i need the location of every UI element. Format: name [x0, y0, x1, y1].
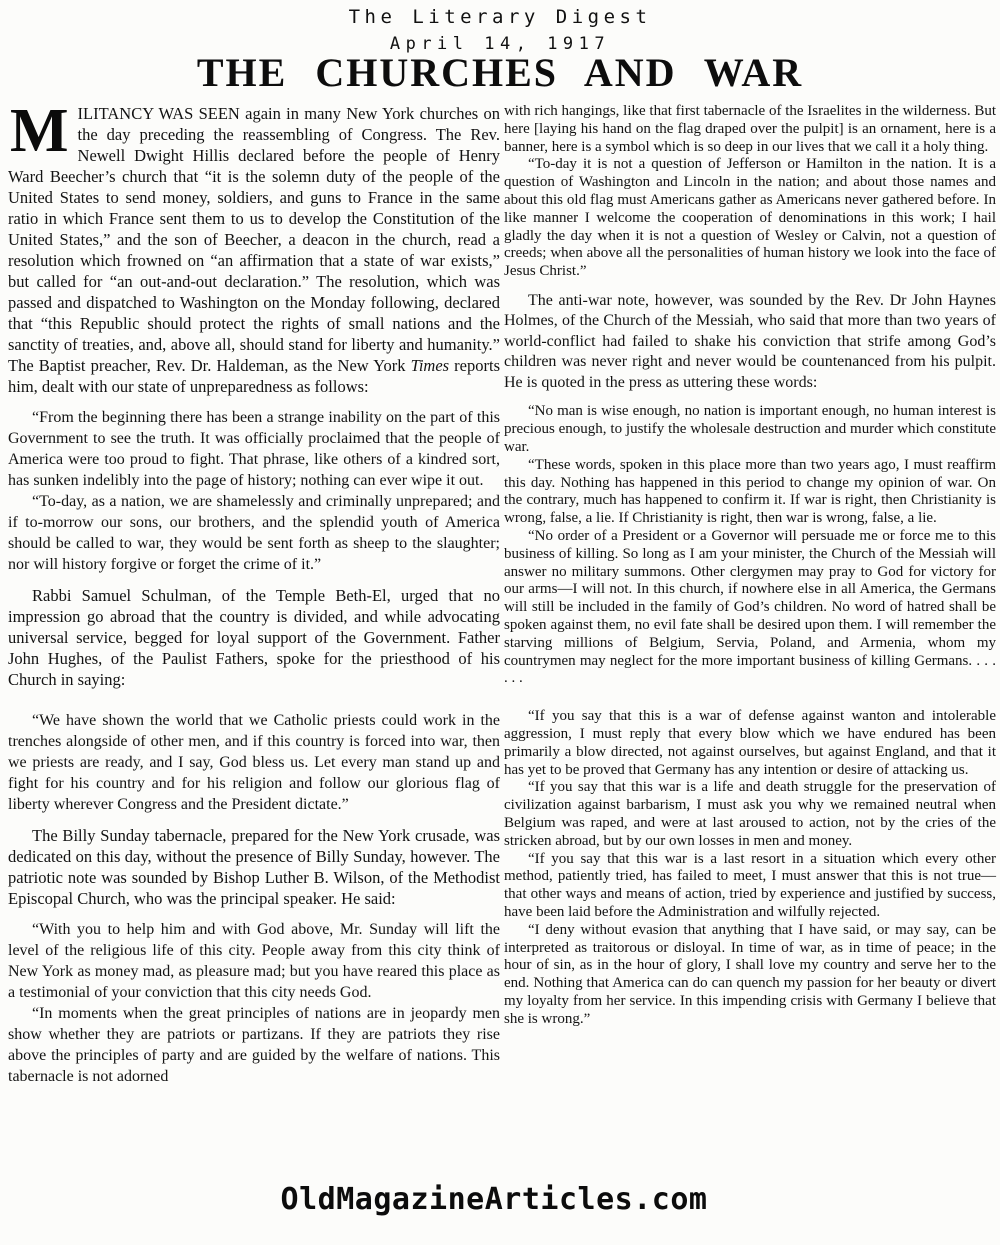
right-column — [504, 103, 996, 1029]
quote-paragraph — [504, 403, 996, 456]
text-run: “In moments when the great principles of nations are in jeopardy men show whether they are patriots or partizans. If they are patriots they rise above the principles of party and are guided by the welfare of nations. This tabernacle is not adorned — [8, 1005, 500, 1085]
text-run: “To-day it is not a question of Jefferson or Hamilton in the nation. It is a question of Washington and Lincoln in the nation; and about those names and about this old flag must Americans gather as Americans never gathered before. In like manner I welcome the cooperation of denominations in this work; I hail gladly the day when it is not a question of Wesley or Calvin, not a question of creeds; when above all the personalities of human history we look into the face of Jesus Christ.” — [504, 156, 996, 280]
watermark: OldMagazineArticles.com — [280, 1182, 708, 1217]
quote-paragraph — [8, 407, 500, 491]
quote-paragraph — [8, 919, 500, 1003]
left-column — [8, 97, 500, 1087]
text-run: “If you say that this war is a life and death struggle for the preservation of civilization against barbarism, I must ask you why we remained neutral when Belgium was raped, and were at last aroused to action, not by the cries of the stricken abroad, but by our own losses in men and money. — [504, 779, 996, 849]
quote-paragraph — [504, 528, 996, 688]
text-run: reports him, dealt with our state of unpreparedness as follows: — [8, 356, 500, 396]
issue-date: April 14, 1917 — [389, 34, 611, 54]
quote-paragraph — [504, 922, 996, 1029]
quote-paragraph — [8, 710, 500, 815]
quote-paragraph — [504, 103, 996, 156]
text-run: ILITANCY WAS SEEN again in many New York churches on the day preceding the reassembling of Congress. The Rev. Newell Dwight Hillis declared before the people of Henry Ward Beecher’s church that “it is the solemn duty of the people of the United States to send money, soldiers, and guns to France in the same ratio in which France sent them to us to develop the Constitution of the United States,” and the son of Beecher, a deacon in the church, read a resolution which frowned on “an affirmation that a state of war exists,” but called for “an out-and-out declaration.” The resolution, which was passed and dispatched to Washington on the Monday following, declared that “this Republic should protect the rights of small nations and the sanctity of treaties, and, above all, should stand for liberty and humanity.” The Baptist preacher, Rev. Dr. Haldeman, as the New York — [8, 104, 500, 375]
quote-paragraph — [8, 1003, 500, 1087]
text-run: The anti-war note, however, was sounded by the Rev. Dr John Haynes Holmes, of the Church of the Messiah, who said that more than two years of world-conflict had failed to shake his conviction that strife among God’s children was never right and never would be countenanced from his pulpit. He is quoted in the press as uttering these words: — [504, 291, 996, 391]
text-run: The Billy Sunday tabernacle, prepared for the New York crusade, was dedicated on this day, without the presence of Billy Sunday, however. The patriotic note was sounded by Bishop Luther B. Wilson, of the Methodist Episcopal Church, who was the principal speaker. He said: — [8, 826, 500, 908]
text-run: “If you say that this war is a last resort in a situation which every other method, patiently tried, has failed to meet, I must answer that this is not true—that other ways and means of action, tried by experience and justified by success, have been laid before the Administration and wilfully rejected. — [504, 850, 996, 920]
text-run: “With you to help him and with God above, Mr. Sunday will lift the level of the religious life of this city. People away from this city think of New York as money mad, as pleasure mad; but you have reared this place as a testimonial of your conviction that this city needs God. — [8, 921, 500, 1001]
text-run: “I deny without evasion that anything that I have said, or may say, can be interpreted as traitorous or disloyal. In time of war, as in time of peace; in the hour of sin, as in the hour of glory, I shall love my country and serve her to the end. Nothing that America can do can quench my passion for her beauty or divert my loyalty from her service. In this impending crisis with Germany I believe that she is wrong.” — [504, 921, 996, 1027]
quote-paragraph — [504, 851, 996, 922]
text-run: “We have shown the world that we Catholic priests could work in the trenches alongside of other men, and if this country is forced into war, then we priests are ready, and I say, God bless us. Let every man stand up and fight for his country and for his religion and follow our glorious flag of liberty wherever Congress and the President dictate.” — [8, 712, 500, 813]
quote-paragraph — [8, 491, 500, 575]
text-run: “No order of a President or a Governor will persuade me or force me to this business of killing. So long as I am your minister, the Church of the Messiah will answer no military summons. Other clergymen may pray to God for victory for our arms—I will not. In this church, if nowhere else in all America, the Germans will still be included in the family of God’s children. No word of hatred shall be spoken against them, no evil fate shall be desired upon them. I will remember the starving millions of Belgium, Servia, Poland, and Armenia, whom my countrymen may neglect for the more important business of killing Germans. . . . . . . — [504, 528, 996, 687]
italic-text-run: Times — [410, 356, 450, 375]
text-run: “From the beginning there has been a strange inability on the part of this Government to see the truth. It was officially proclaimed that the people of America were too proud to fight. That phrase, like others of a kindred sort, has sunken indelibly into the page of history; nothing can ever wipe it out. — [8, 409, 500, 489]
drop-cap: M — [10, 97, 69, 165]
body-paragraph — [8, 97, 500, 397]
body-paragraph — [8, 825, 500, 909]
text-run: “These words, spoken in this place more than two years ago, I must reaffirm this day. Nothing has happened in this period to change my opinion of war. On the contrary, much has happened to confirm it. If war is right, then Christianity is wrong, false, a lie. If Christianity is right, then war is wrong, false, a lie. — [504, 456, 996, 527]
text-run: “If you say that this is a war of defense against wanton and intolerable aggression, I must reply that every blow which we have endured has been primarily a blow directed, not against ourselves, but against England, and that it has yet to be proved that Germany has any intention or desire of attacking us. — [504, 708, 996, 778]
body-paragraph — [504, 291, 996, 394]
quote-paragraph — [504, 457, 996, 528]
quote-paragraph — [504, 156, 996, 281]
text-run: with rich hangings, like that first tabernacle of the Israelites in the wilderness. But here [laying his hand on the flag draped over the pulpit] is an ornament, here is a banner, here is a symbol which is so deep in our lives that we call it a holy thing. — [504, 103, 996, 155]
publication-name: The Literary Digest — [348, 6, 652, 28]
text-run: Rabbi Samuel Schulman, of the Temple Beth-El, urged that no impression go abroad that the country is divided, and while advocating universal service, begged for loyal support of the Government. Father John Hughes, of the Paulist Fathers, spoke for the priesthood of his Church in saying: — [8, 586, 500, 689]
article-title: THE CHURCHES AND WAR — [196, 50, 804, 95]
quote-paragraph — [504, 779, 996, 850]
text-run: “To-day, as a nation, we are shamelessly and criminally unprepared; and if to-morrow our sons, our brothers, and the splendid youth of America should be called to war, they would be sent forth as sheep to the slaughter; nor will history forgive or forget the crime of it.” — [8, 493, 500, 573]
quote-paragraph — [504, 708, 996, 779]
text-run: “No man is wise enough, no nation is important enough, no human interest is precious enough, to justify the wholesale destruction and murder which constitute war. — [504, 403, 996, 456]
body-paragraph — [8, 585, 500, 690]
